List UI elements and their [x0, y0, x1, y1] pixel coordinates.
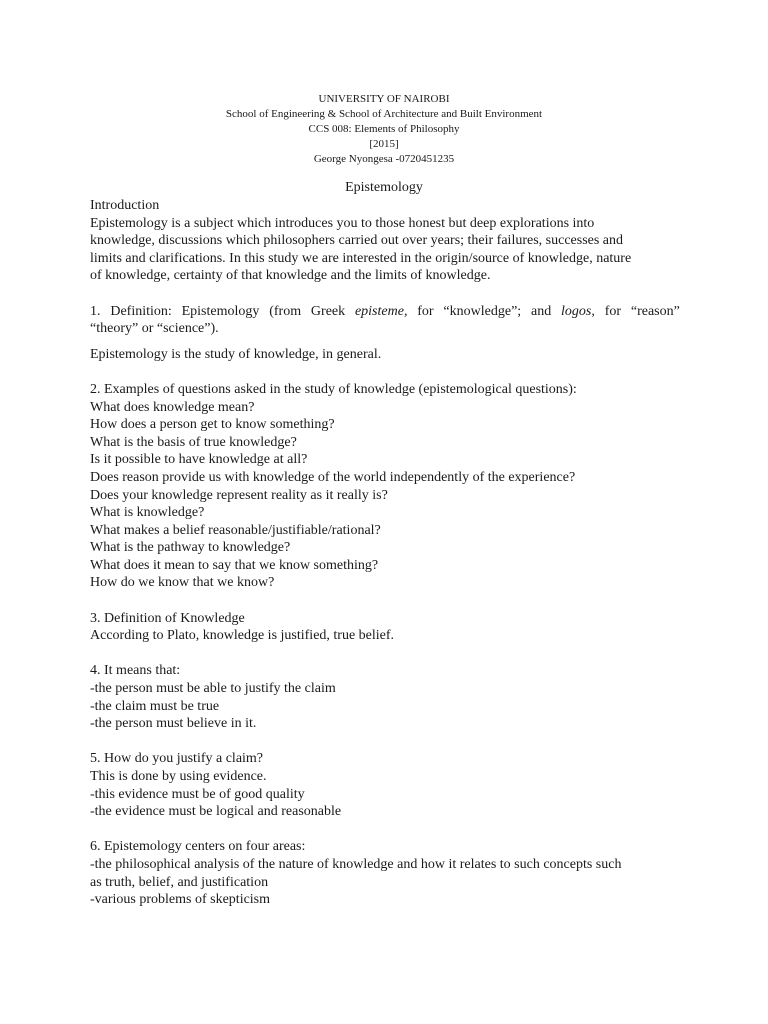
definition-word: Definition: [110, 303, 172, 319]
definition-word: Greek [310, 303, 346, 319]
definition-summary: Epistemology is the study of knowledge, in general. [90, 346, 382, 362]
means-item: -the claim must be true [90, 698, 220, 714]
spacer [90, 645, 680, 663]
definition-word: for [604, 303, 622, 319]
question-item: Is it possible to have knowledge at all? [90, 452, 308, 468]
spacer [90, 285, 680, 303]
question-item: Does reason provide us with knowledge of the world independently of the experience? [90, 469, 576, 485]
term-logos: logos [561, 303, 592, 319]
question-item: How do we know that we know? [90, 575, 275, 591]
question-item: What makes a belief reasonable/justifiable/rational? [90, 522, 381, 538]
areas-item: -the philosophical analysis of the nature of knowledge and how it relates to such concepts such [90, 856, 622, 872]
knowledge-text: According to Plato, knowledge is justified, true belief. [90, 628, 395, 644]
spacer [90, 363, 680, 381]
justify-heading: 5. How do you justify a claim? [90, 751, 264, 767]
definition-line-2: “theory” or “science”). [90, 321, 219, 337]
intro-line: knowledge, discussions which philosophers carried out over years; their failures, successes and [90, 233, 624, 249]
questions-heading: 2. Examples of questions asked in the study of knowledge (epistemological questions): [90, 381, 577, 397]
course-name: CCS 008: Elements of Philosophy [308, 123, 460, 135]
spacer [90, 338, 680, 346]
question-item: How does a person get to know something? [90, 417, 335, 433]
intro-heading: Introduction [90, 198, 160, 213]
definition-word: (from [269, 303, 302, 319]
areas-item: as truth, belief, and justification [90, 874, 269, 890]
intro-line: limits and clarifications. In this study we are interested in the origin/source of knowledge, nature [90, 250, 632, 266]
justify-item: -this evidence must be of good quality [90, 786, 305, 802]
question-item: What is the pathway to knowledge? [90, 540, 291, 556]
definition-word: for [417, 303, 434, 319]
means-item: -the person must be able to justify the claim [90, 681, 336, 697]
justify-item: -the evidence must be logical and reasonable [90, 804, 342, 820]
term-episteme: episteme [354, 303, 404, 319]
definition-word: “reason” [630, 303, 680, 319]
question-item: Does your knowledge represent reality as it really is? [90, 487, 388, 503]
definition-term-logos [561, 303, 595, 321]
means-item: -the person must believe in it. [90, 716, 257, 732]
definition-word: and [531, 303, 552, 319]
definition-word: 1. [90, 303, 101, 319]
document-header [0, 92, 768, 167]
document-body [90, 197, 680, 909]
comma: , [591, 303, 595, 319]
document-title: Epistemology [345, 180, 423, 195]
definition-word: “knowledge”; [443, 303, 522, 319]
definition-word: Epistemology [181, 303, 260, 319]
school-name: School of Engineering & School of Architecture and Built Environment [225, 108, 543, 120]
author-line: George Nyongesa -0720451235 [313, 153, 455, 165]
question-item: What is knowledge? [90, 505, 205, 521]
areas-heading: 6. Epistemology centers on four areas: [90, 839, 306, 855]
university-name: UNIVERSITY OF NAIROBI [318, 93, 450, 105]
comma: , [403, 303, 408, 319]
question-item: What does it mean to say that we know something? [90, 557, 379, 573]
knowledge-heading: 3. Definition of Knowledge [90, 610, 245, 626]
year: [2015] [369, 138, 399, 150]
definition-line-1 [90, 303, 680, 321]
intro-line: of knowledge, certainty of that knowledge and the limits of knowledge. [90, 268, 491, 284]
definition-term-episteme [355, 303, 407, 321]
spacer [90, 821, 680, 839]
spacer [90, 592, 680, 610]
spacer [90, 733, 680, 751]
question-item: What does knowledge mean? [90, 399, 255, 415]
areas-item: -various problems of skepticism [90, 892, 271, 908]
question-item: What is the basis of true knowledge? [90, 434, 297, 450]
justify-item: This is done by using evidence. [90, 769, 267, 784]
intro-line: Epistemology is a subject which introduces you to those honest but deep explorations into [90, 215, 595, 231]
means-heading: 4. It means that: [90, 663, 181, 679]
